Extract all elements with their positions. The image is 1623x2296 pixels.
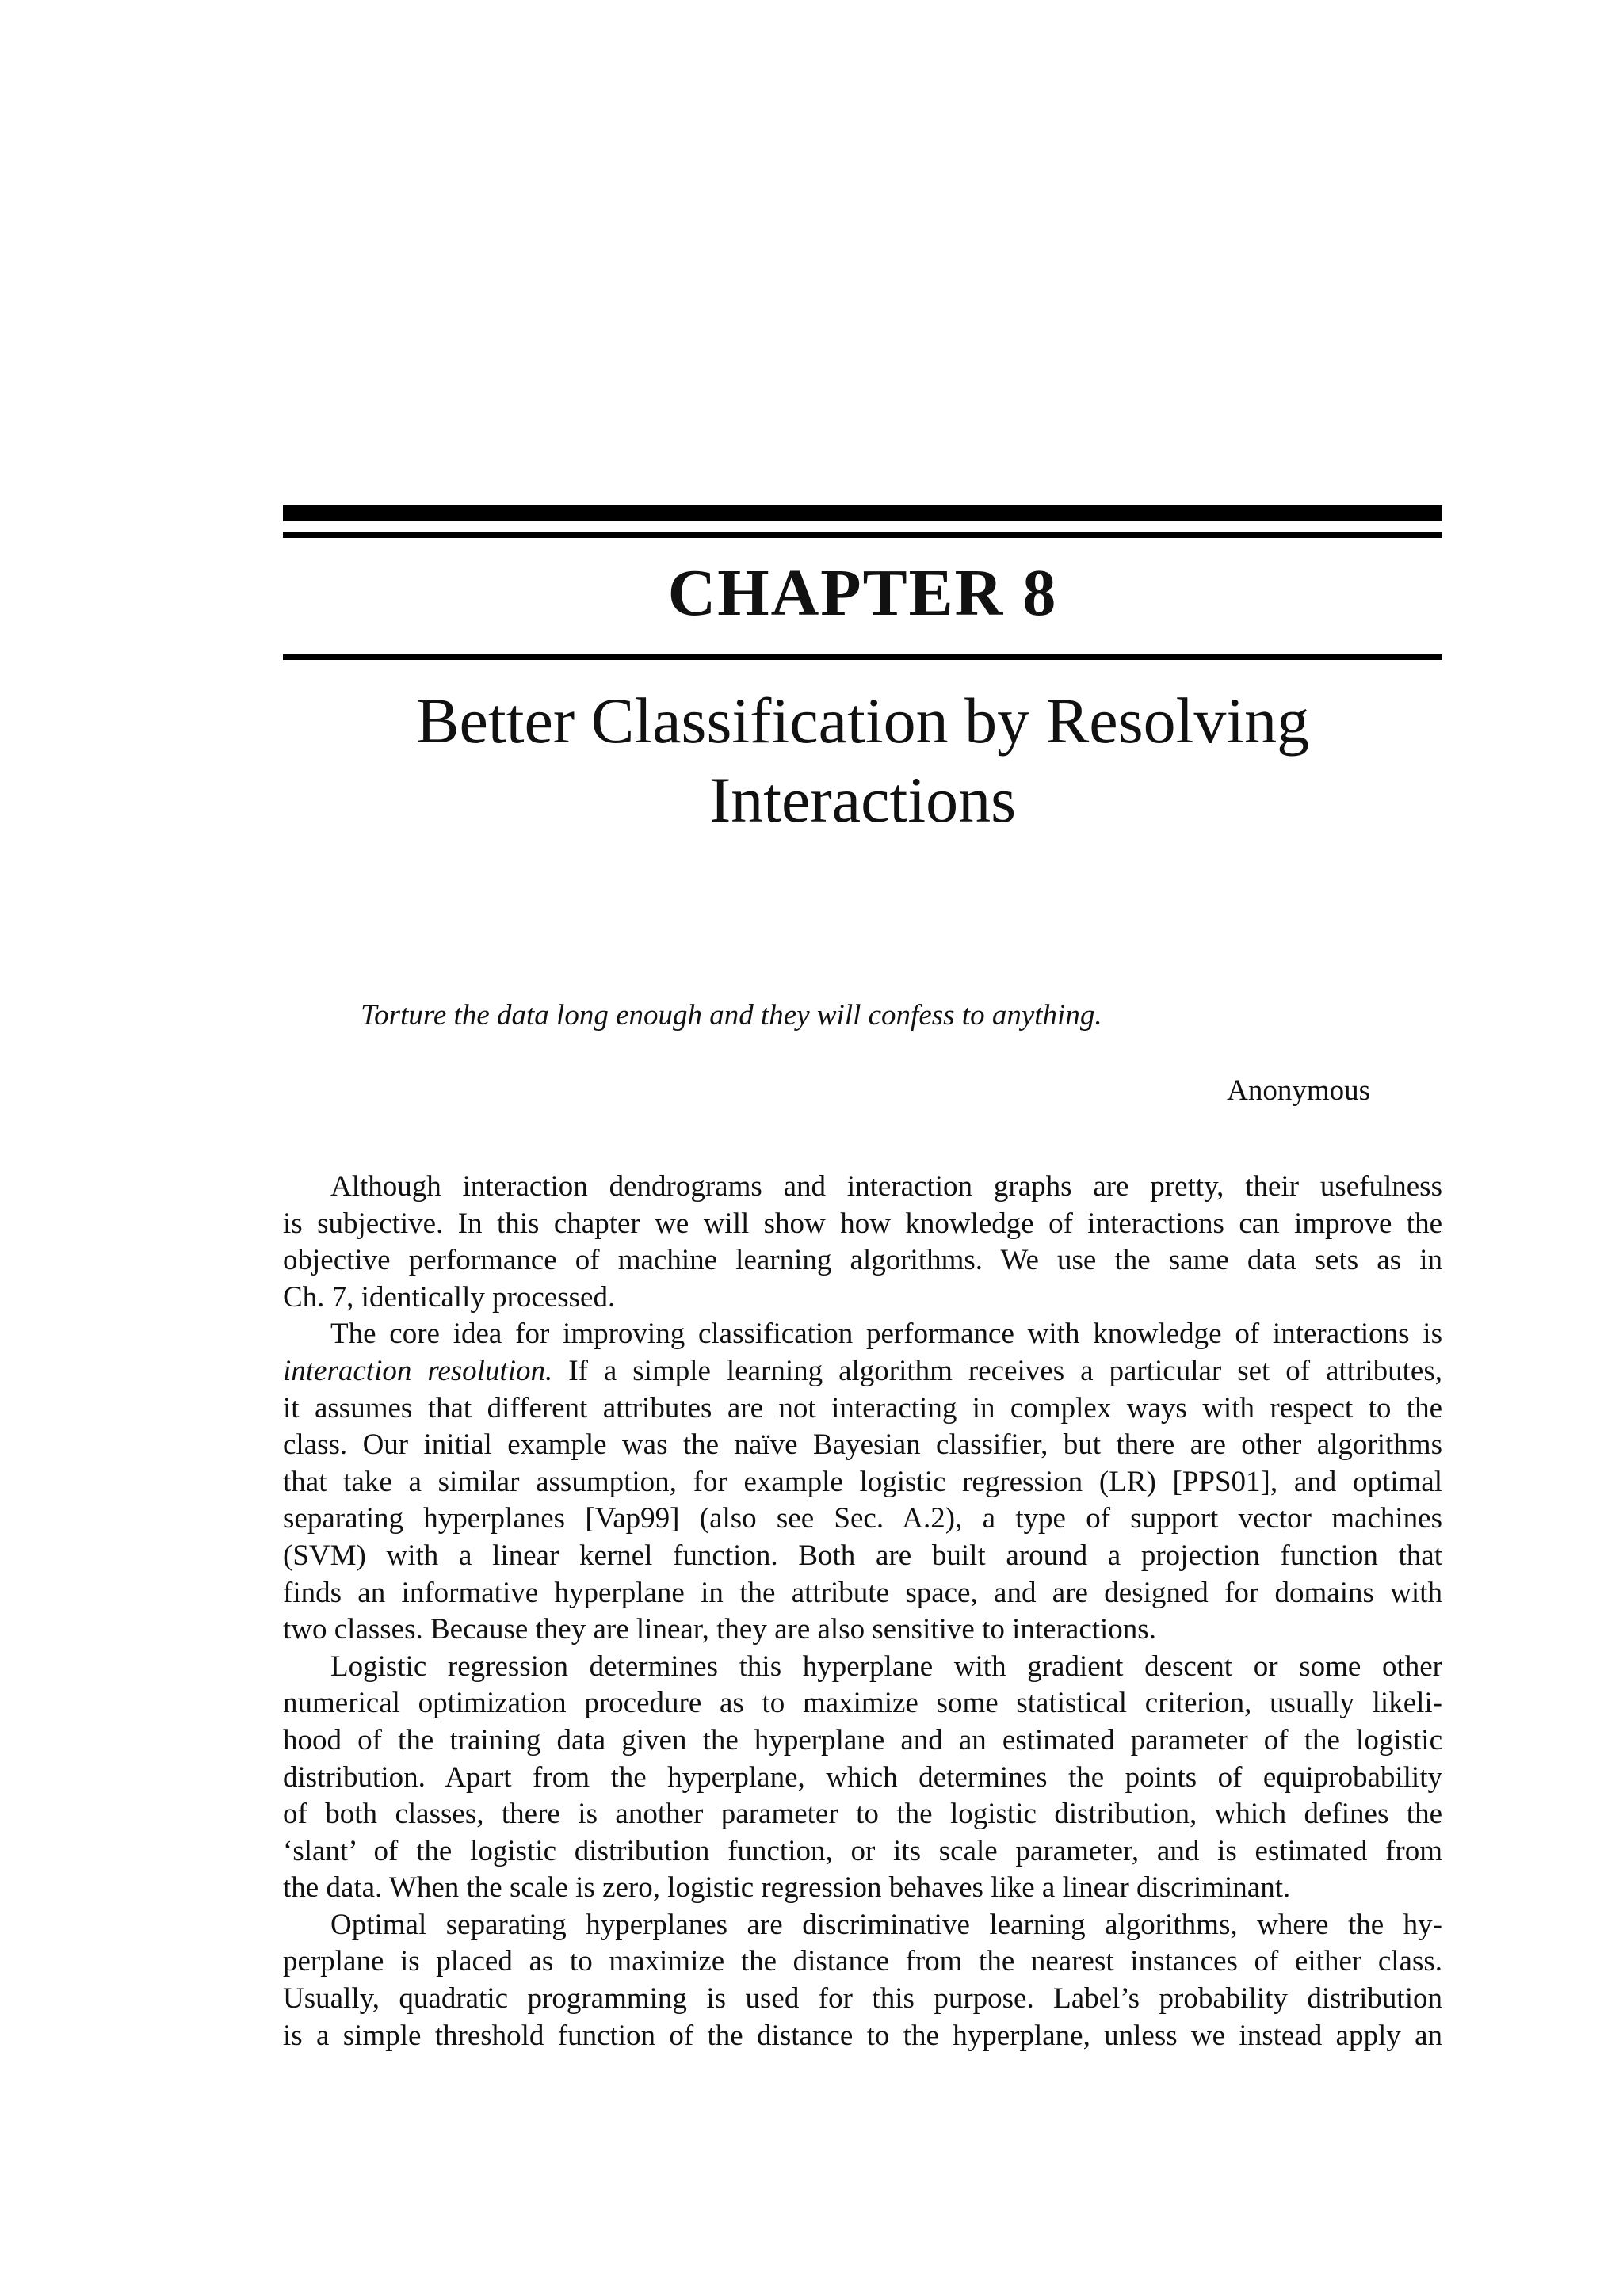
chapter-label: CHAPTER 8 (667, 556, 1058, 630)
text-line: hood of the training data given the hyperplane and an estimated parameter of the logistic (283, 1723, 1442, 1756)
text-line: objective performance of machine learning algorithms. We use the same data sets as in (283, 1244, 1442, 1277)
chapter-title-line-1: Better Classification by Resolving (415, 685, 1310, 757)
top-thick-rule (283, 505, 1442, 521)
text-line: Optimal separating hyperplanes are discriminative learning algorithms, where the hy- (330, 1908, 1442, 1941)
epigraph-author: Anonymous (1227, 1074, 1370, 1107)
text-line: separating hyperplanes [Vap99] (also see Sec. A.2), a type of support vector machines (283, 1502, 1442, 1535)
text-line: the data. When the scale is zero, logistic regression behaves like a linear discriminant. (283, 1871, 1291, 1905)
text-line: finds an informative hyperplane in the attribute space, and are designed for domains with (283, 1576, 1442, 1609)
text-line: two classes. Because they are linear, they are also sensitive to interactions. (283, 1613, 1156, 1646)
text-line: perplane is placed as to maximize the distance from the nearest instances of either class. (283, 1945, 1442, 1978)
chapter-divider-rule (283, 654, 1442, 660)
text-line: (SVM) with a linear kernel function. Both are built around a projection function that (283, 1539, 1442, 1572)
text-line: The core idea for improving classification performance with knowledge of interactions is (330, 1318, 1442, 1351)
text-line-with-italic: interaction resolution. If a simple learning algorithm receives a particular set of attributes, (283, 1354, 1442, 1387)
text-line: Ch. 7, identically processed. (283, 1280, 616, 1314)
text-line: distribution. Apart from the hyperplane, which determines the points of equiprobability (283, 1760, 1442, 1794)
text-line: it assumes that different attributes are not interacting in complex ways with respect to the (283, 1391, 1442, 1425)
epigraph-quote: Torture the data long enough and they will confess to anything. (361, 999, 1102, 1032)
chapter-title-line-2: Interactions (708, 764, 1017, 836)
text-line: Logistic regression determines this hyperplane with gradient descent or some other (330, 1650, 1442, 1683)
text-line: of both classes, there is another parameter to the logistic distribution, which defines the (283, 1798, 1442, 1831)
text-line: Although interaction dendrograms and interaction graphs are pretty, their usefulness (330, 1170, 1442, 1203)
italic-term: interaction resolution. (283, 1354, 553, 1387)
text-line: is a simple threshold function of the distance to the hyperplane, unless we instead apply an (283, 2019, 1442, 2052)
text-line: is subjective. In this chapter we will show how knowledge of interactions can improve the (283, 1207, 1442, 1240)
text-line: numerical optimization procedure as to maximize some statistical criterion, usually likeli- (283, 1687, 1442, 1720)
body-text (283, 1169, 1442, 2054)
text-line: ‘slant’ of the logistic distribution function, or its scale parameter, and is estimated from (283, 1834, 1442, 1867)
text-line: class. Our initial example was the naïve Bayesian classifier, but there are other algorithms (283, 1428, 1442, 1462)
chapter-title (283, 681, 1442, 840)
text-line: that take a similar assumption, for example logistic regression (LR) [PPS01], and optimal (283, 1465, 1442, 1498)
text-line: Usually, quadratic programming is used for this purpose. Label’s probability distribution (283, 1982, 1442, 2016)
top-thin-rule (283, 532, 1442, 538)
